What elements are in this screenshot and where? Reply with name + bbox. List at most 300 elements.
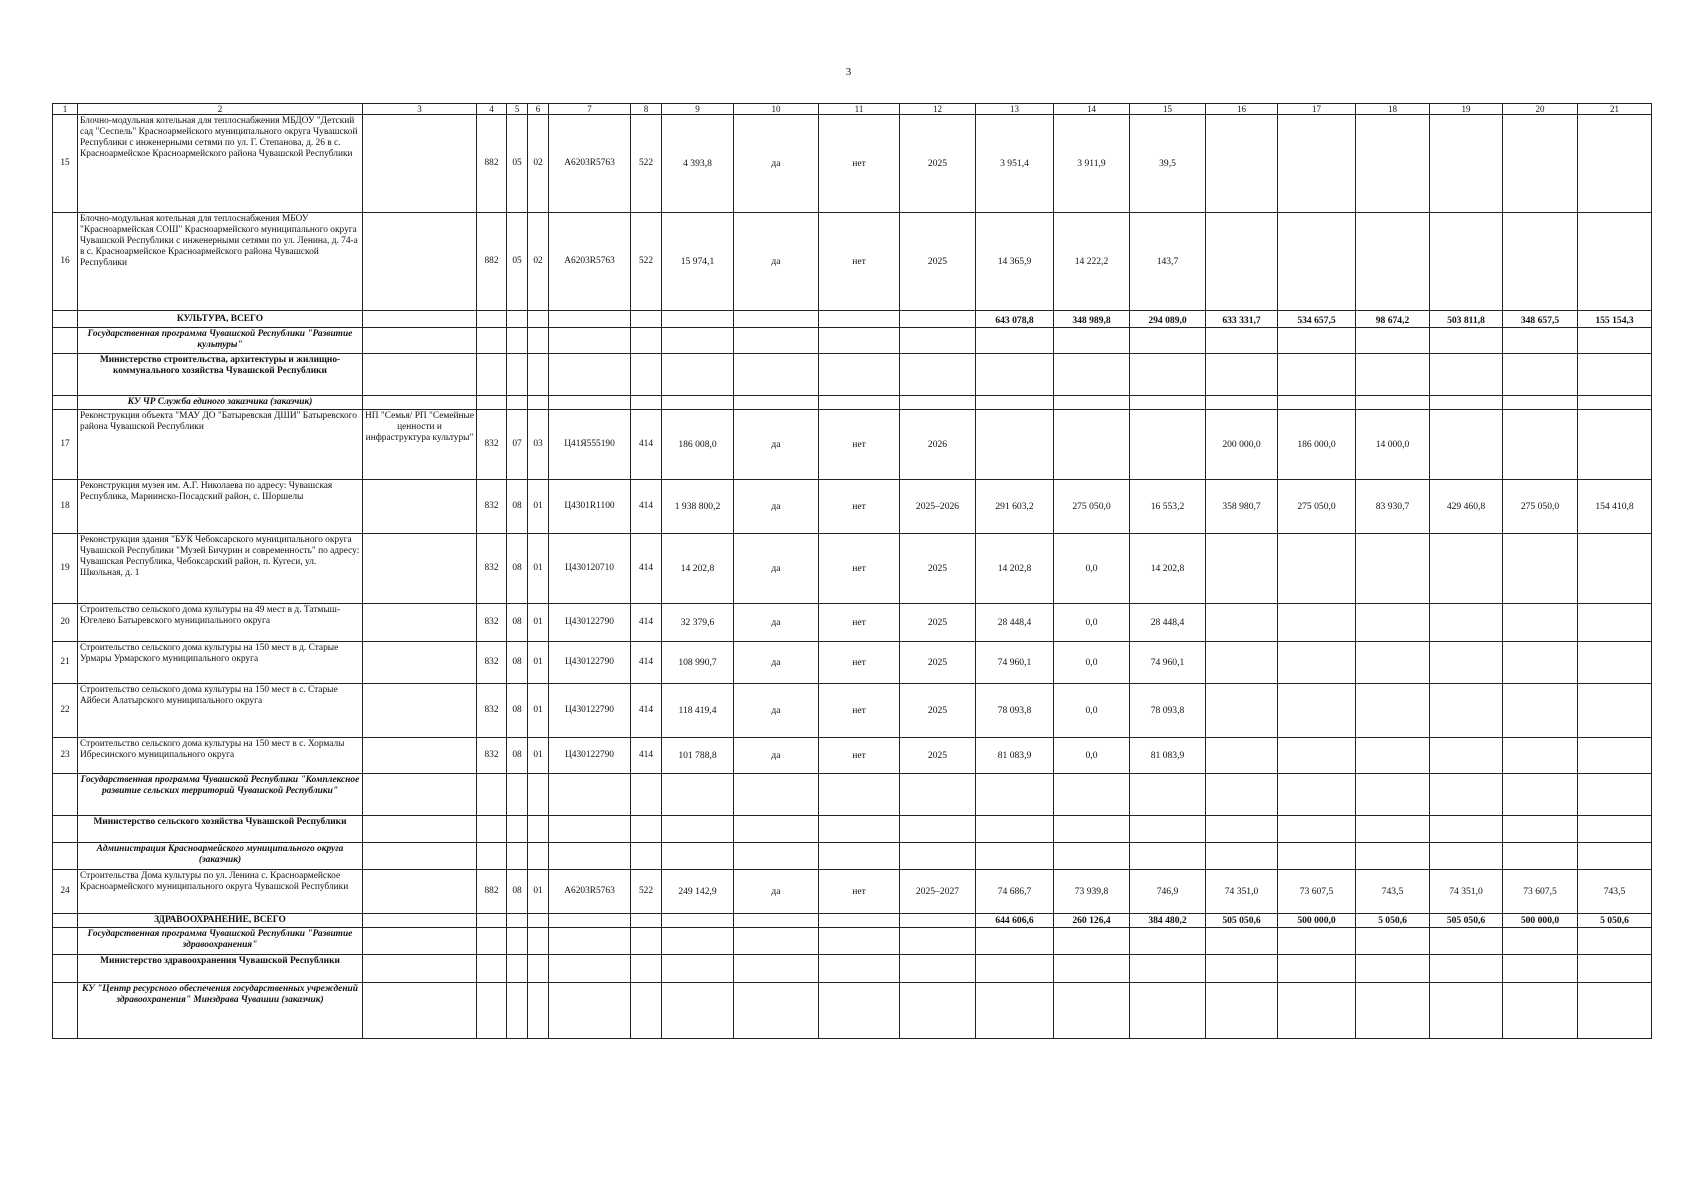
table-cell (363, 914, 477, 928)
table-cell (1578, 410, 1652, 480)
table-cell: 505 050,6 (1430, 914, 1503, 928)
table-cell: 2025 (900, 642, 976, 684)
table-cell (1356, 843, 1430, 870)
table-cell: Ц430120710 (549, 534, 631, 604)
header-cell: 18 (1356, 104, 1430, 115)
table-cell: 275 050,0 (1278, 480, 1356, 534)
table-cell (900, 928, 976, 955)
table-cell (631, 983, 662, 1039)
table-cell: 01 (528, 738, 549, 774)
object-name: Строительство сельского дома культуры на 150 мест в с. Старые Айбеси Алатырского муниципального округа (78, 684, 363, 738)
table-cell (1503, 328, 1578, 354)
table-cell (631, 843, 662, 870)
table-cell (819, 354, 900, 396)
table-cell (1278, 738, 1356, 774)
table-cell (1356, 396, 1430, 410)
table-row-cust (53, 843, 1652, 870)
table-row-section (53, 311, 1652, 328)
row-number (53, 328, 78, 354)
table-cell: 0,0 (1054, 738, 1130, 774)
table-cell (549, 983, 631, 1039)
table-cell: 5 050,6 (1356, 914, 1430, 928)
table-row-min (53, 354, 1652, 396)
table-cell: 3 911,9 (1054, 115, 1130, 213)
table-cell (1578, 534, 1652, 604)
table-cell: да (734, 480, 819, 534)
table-cell (1578, 955, 1652, 983)
table-cell (1578, 774, 1652, 816)
object-name: Строительство сельского дома культуры на 49 мест в д. Татмыш-Югелево Батыревского муниципального округа (78, 604, 363, 642)
table-cell: 0,0 (1054, 604, 1130, 642)
table-cell (819, 955, 900, 983)
header-cell: 11 (819, 104, 900, 115)
table-cell (1054, 843, 1130, 870)
row-number: 23 (53, 738, 78, 774)
row-number (53, 843, 78, 870)
table-cell: Ц430122790 (549, 684, 631, 738)
table-cell: нет (819, 684, 900, 738)
table-cell (662, 914, 734, 928)
table-cell: 07 (507, 410, 528, 480)
table-cell: 186 008,0 (662, 410, 734, 480)
table-cell (477, 983, 507, 1039)
table-cell (549, 914, 631, 928)
table-cell (1130, 955, 1206, 983)
table-row-cust (53, 396, 1652, 410)
table-cell (1430, 328, 1503, 354)
table-cell (734, 396, 819, 410)
table-cell: 275 050,0 (1503, 480, 1578, 534)
table-cell (1206, 604, 1278, 642)
table-cell: 2025 (900, 534, 976, 604)
table-cell (1430, 604, 1503, 642)
table-cell (549, 774, 631, 816)
table-cell (1356, 774, 1430, 816)
table-cell: 2025–2026 (900, 480, 976, 534)
table-cell (1356, 328, 1430, 354)
table-cell: 74 351,0 (1206, 870, 1278, 914)
table-cell (549, 816, 631, 843)
table-cell (363, 115, 477, 213)
table-cell (900, 816, 976, 843)
table-cell (1054, 955, 1130, 983)
table-cell (1278, 928, 1356, 955)
table-cell (1430, 684, 1503, 738)
header-row (53, 104, 1652, 115)
table-cell: Ц41Я555190 (549, 410, 631, 480)
table-cell: 01 (528, 480, 549, 534)
table-cell: 08 (507, 738, 528, 774)
row-number (53, 914, 78, 928)
table-cell: 882 (477, 115, 507, 213)
object-name: Блочно-модульная котельная для теплоснабжения МБОУ "Красноармейская СОШ" Красноармейского муниципального округа Чувашской Республики с инженерными сетями по ул. Ленина, д. 74-а в с. Красноармейское Красноармейского района Чувашской Республики (78, 213, 363, 311)
table-cell (1206, 354, 1278, 396)
row-number (53, 955, 78, 983)
header-cell: 9 (662, 104, 734, 115)
table-cell (528, 816, 549, 843)
table-cell: 143,7 (1130, 213, 1206, 311)
table-cell: 08 (507, 684, 528, 738)
table-cell: 743,5 (1356, 870, 1430, 914)
table-cell: 249 142,9 (662, 870, 734, 914)
row-number: 19 (53, 534, 78, 604)
table-cell (1356, 816, 1430, 843)
table-cell (507, 816, 528, 843)
table-cell (976, 328, 1054, 354)
table-row-prog (53, 328, 1652, 354)
table-cell (1503, 396, 1578, 410)
table-cell: 260 126,4 (1054, 914, 1130, 928)
table-cell (1578, 328, 1652, 354)
table-cell (1130, 328, 1206, 354)
table-cell (1206, 774, 1278, 816)
table-cell (549, 328, 631, 354)
table-cell (631, 816, 662, 843)
table-cell (1130, 410, 1206, 480)
table-cell: 0,0 (1054, 534, 1130, 604)
table-cell (900, 843, 976, 870)
table-cell (363, 955, 477, 983)
table-cell (477, 843, 507, 870)
header-cell: 1 (53, 104, 78, 115)
object-name: Строительство сельского дома культуры на 150 мест в с. Хормалы Ибресинского муниципального округа (78, 738, 363, 774)
table-cell (1206, 955, 1278, 983)
table-cell (1278, 604, 1356, 642)
table-cell (819, 396, 900, 410)
header-cell: 4 (477, 104, 507, 115)
table-cell (363, 983, 477, 1039)
table-cell (507, 311, 528, 328)
table-cell: да (734, 642, 819, 684)
object-name: Министерство сельского хозяйства Чувашской Республики (78, 816, 363, 843)
table-cell: 200 000,0 (1206, 410, 1278, 480)
table-cell (976, 983, 1054, 1039)
table-cell (549, 955, 631, 983)
table-cell: 01 (528, 604, 549, 642)
object-name: КУ "Центр ресурсного обеспечения государственных учреждений здравоохранения" Минздрава Чувашии (заказчик) (78, 983, 363, 1039)
table-cell (1278, 213, 1356, 311)
table-cell (1130, 983, 1206, 1039)
table-cell (1130, 816, 1206, 843)
table-cell: нет (819, 480, 900, 534)
table-cell (1054, 354, 1130, 396)
table-cell: 294 089,0 (1130, 311, 1206, 328)
table-cell: 05 (507, 213, 528, 311)
table-cell: 644 606,6 (976, 914, 1054, 928)
table-cell: 291 603,2 (976, 480, 1054, 534)
table-row (53, 410, 1652, 480)
table-cell (1054, 396, 1130, 410)
table-row-cust (53, 983, 1652, 1039)
table-cell (1430, 642, 1503, 684)
table-cell (528, 843, 549, 870)
table-cell (819, 983, 900, 1039)
table-cell: да (734, 870, 819, 914)
table-cell (1430, 410, 1503, 480)
table-cell (1356, 213, 1430, 311)
table-cell: 348 989,8 (1054, 311, 1130, 328)
table-cell: А6203R5763 (549, 115, 631, 213)
table-cell (1578, 642, 1652, 684)
header-cell: 7 (549, 104, 631, 115)
table-cell (1430, 738, 1503, 774)
table-cell: 14 000,0 (1356, 410, 1430, 480)
header-cell: 19 (1430, 104, 1503, 115)
table-cell: нет (819, 410, 900, 480)
table-cell: 73 607,5 (1503, 870, 1578, 914)
table-cell (900, 396, 976, 410)
table-cell (976, 843, 1054, 870)
table-cell (1578, 115, 1652, 213)
table-cell (1278, 955, 1356, 983)
table-row-min (53, 816, 1652, 843)
table-cell (662, 983, 734, 1039)
header-cell: 12 (900, 104, 976, 115)
table-cell (819, 774, 900, 816)
table-cell (363, 480, 477, 534)
table-cell (549, 354, 631, 396)
table-cell (819, 816, 900, 843)
table-cell: 01 (528, 642, 549, 684)
table-cell (1430, 774, 1503, 816)
table-cell (1503, 774, 1578, 816)
object-name: КУЛЬТУРА, ВСЕГО (78, 311, 363, 328)
table-cell: 832 (477, 642, 507, 684)
row-number (53, 816, 78, 843)
table-cell (1278, 642, 1356, 684)
table-cell (1206, 642, 1278, 684)
table-row (53, 870, 1652, 914)
row-number: 21 (53, 642, 78, 684)
table-cell (1054, 328, 1130, 354)
table-cell: 01 (528, 684, 549, 738)
table-cell (507, 354, 528, 396)
table-cell: да (734, 115, 819, 213)
table-cell (1430, 843, 1503, 870)
table-cell: 414 (631, 684, 662, 738)
table-cell (819, 328, 900, 354)
table-cell (900, 311, 976, 328)
table-cell (1278, 534, 1356, 604)
table-row (53, 604, 1652, 642)
table-cell (477, 914, 507, 928)
table-cell: 14 222,2 (1054, 213, 1130, 311)
table-cell (1430, 816, 1503, 843)
table-cell: 832 (477, 534, 507, 604)
table-row-prog (53, 928, 1652, 955)
header-cell: 3 (363, 104, 477, 115)
table-cell (734, 774, 819, 816)
table-cell: 522 (631, 870, 662, 914)
table-cell: 155 154,3 (1578, 311, 1652, 328)
object-name: КУ ЧР Служба единого заказчика (заказчик) (78, 396, 363, 410)
table-cell: 74 960,1 (976, 642, 1054, 684)
table-cell: 78 093,8 (1130, 684, 1206, 738)
table-cell (1356, 983, 1430, 1039)
table-cell (1278, 396, 1356, 410)
table-cell: да (734, 738, 819, 774)
table-cell (363, 604, 477, 642)
table-cell: Ц430122790 (549, 642, 631, 684)
row-number: 16 (53, 213, 78, 311)
table-cell (1578, 684, 1652, 738)
object-name: Государственная программа Чувашской Республики "Развитие культуры" (78, 328, 363, 354)
table-row (53, 115, 1652, 213)
table-cell (528, 928, 549, 955)
table-cell: 522 (631, 213, 662, 311)
object-name: ЗДРАВООХРАНЕНИЕ, ВСЕГО (78, 914, 363, 928)
row-number: 22 (53, 684, 78, 738)
table-cell: 98 674,2 (1356, 311, 1430, 328)
table-cell (662, 928, 734, 955)
table-cell (662, 354, 734, 396)
table-cell (549, 928, 631, 955)
table-cell: 384 480,2 (1130, 914, 1206, 928)
table-cell (507, 396, 528, 410)
table-cell: 28 448,4 (1130, 604, 1206, 642)
table-cell (363, 396, 477, 410)
financing-table (52, 103, 1652, 1039)
table-cell (363, 738, 477, 774)
table-cell: 74 351,0 (1430, 870, 1503, 914)
table-cell: 0,0 (1054, 684, 1130, 738)
table-cell (363, 213, 477, 311)
table-cell (900, 328, 976, 354)
row-number: 15 (53, 115, 78, 213)
table-cell: 08 (507, 604, 528, 642)
table-cell: 74 960,1 (1130, 642, 1206, 684)
table-cell (1578, 928, 1652, 955)
table-cell (1578, 213, 1652, 311)
table-cell (363, 928, 477, 955)
table-cell (363, 774, 477, 816)
table-cell: 832 (477, 480, 507, 534)
table-cell (1054, 816, 1130, 843)
table-cell: НП "Семья/ РП "Семейные ценности и инфраструктура культуры" (363, 410, 477, 480)
table-cell (1503, 955, 1578, 983)
table-cell (1578, 604, 1652, 642)
table-cell (1503, 816, 1578, 843)
header-cell: 10 (734, 104, 819, 115)
table-cell (662, 328, 734, 354)
object-name: Государственная программа Чувашской Республики "Развитие здравоохранения" (78, 928, 363, 955)
row-number (53, 928, 78, 955)
table-cell (1356, 642, 1430, 684)
row-number: 20 (53, 604, 78, 642)
table-row-prog (53, 774, 1652, 816)
table-cell: 429 460,8 (1430, 480, 1503, 534)
table-cell (1206, 928, 1278, 955)
header-cell: 17 (1278, 104, 1356, 115)
table-cell (1206, 684, 1278, 738)
table-cell: да (734, 410, 819, 480)
table-cell (528, 354, 549, 396)
table-cell (528, 311, 549, 328)
table-cell (507, 328, 528, 354)
table-cell (1578, 816, 1652, 843)
table-cell (1206, 328, 1278, 354)
table-cell (1278, 843, 1356, 870)
table-cell (631, 311, 662, 328)
table-cell: 73 939,8 (1054, 870, 1130, 914)
table-cell (734, 928, 819, 955)
table-cell (1130, 774, 1206, 816)
row-number: 18 (53, 480, 78, 534)
table-cell: 08 (507, 480, 528, 534)
table-row-section (53, 914, 1652, 928)
table-cell (1130, 354, 1206, 396)
table-cell: 832 (477, 684, 507, 738)
table-cell: 2025–2027 (900, 870, 976, 914)
table-cell (1578, 396, 1652, 410)
header-cell: 16 (1206, 104, 1278, 115)
table-cell (734, 983, 819, 1039)
table-cell (1054, 774, 1130, 816)
table-cell (507, 774, 528, 816)
table-cell (662, 396, 734, 410)
table-cell (819, 843, 900, 870)
table-cell: 414 (631, 534, 662, 604)
table-cell (1578, 843, 1652, 870)
row-number (53, 774, 78, 816)
table-cell (1130, 843, 1206, 870)
table-cell: Ц430122790 (549, 738, 631, 774)
table-cell (363, 684, 477, 738)
table-cell (1356, 928, 1430, 955)
table-cell (1503, 213, 1578, 311)
header-cell: 8 (631, 104, 662, 115)
object-name: Блочно-модульная котельная для теплоснабжения МБДОУ "Детский сад "Сеспель" Красноармейского муниципального округа Чувашской Республики с инженерными сетями по ул. Г. Степанова, д. 26 в с. Красноармейское Красноармейского района Чувашской Республики (78, 115, 363, 213)
table-cell: 0,0 (1054, 642, 1130, 684)
table-cell (631, 328, 662, 354)
table-cell (819, 914, 900, 928)
table-cell (1430, 115, 1503, 213)
table-cell (477, 816, 507, 843)
table-cell (1206, 983, 1278, 1039)
table-cell: 154 410,8 (1578, 480, 1652, 534)
table-cell (1356, 738, 1430, 774)
table-cell (1278, 115, 1356, 213)
table-cell: 14 202,8 (976, 534, 1054, 604)
table-cell (1503, 354, 1578, 396)
table-cell (1206, 816, 1278, 843)
table-cell: да (734, 684, 819, 738)
table-cell: 81 083,9 (1130, 738, 1206, 774)
table-cell (900, 914, 976, 928)
table-cell: 414 (631, 642, 662, 684)
table-cell (549, 843, 631, 870)
table-cell (734, 354, 819, 396)
table-cell (507, 983, 528, 1039)
table-cell: 534 657,5 (1278, 311, 1356, 328)
table-cell (1206, 396, 1278, 410)
table-cell (1206, 213, 1278, 311)
table-cell (1206, 843, 1278, 870)
table-cell: 832 (477, 410, 507, 480)
header-cell: 13 (976, 104, 1054, 115)
table-cell (1503, 642, 1578, 684)
table-cell (477, 311, 507, 328)
table-cell (1578, 354, 1652, 396)
table-cell: 05 (507, 115, 528, 213)
table-cell: нет (819, 870, 900, 914)
header-cell: 6 (528, 104, 549, 115)
table-cell (1130, 396, 1206, 410)
table-cell: 348 657,5 (1503, 311, 1578, 328)
table-cell (1278, 774, 1356, 816)
table-cell (1503, 983, 1578, 1039)
table-cell: 81 083,9 (976, 738, 1054, 774)
